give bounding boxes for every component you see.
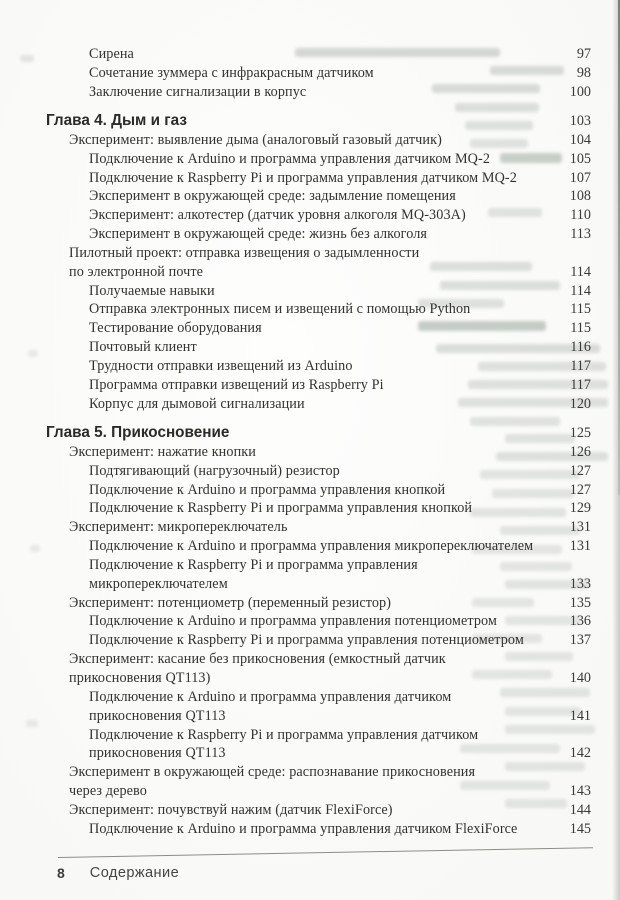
entry-title: Заключение сигнализации в корпус: [89, 83, 307, 100]
folio-page-number: 8: [57, 865, 65, 881]
toc-entry: [0, 225, 620, 244]
entry-page-number: 114: [570, 263, 591, 280]
toc-entry: [0, 131, 620, 150]
entry-title: Подключение к Arduino и программа управления потенциометром: [89, 613, 498, 630]
entry-page-number: 141: [569, 707, 591, 724]
entry-page-number: 98: [576, 64, 591, 81]
entry-title: Подключение к Arduino и программа управления кнопкой: [89, 481, 446, 498]
toc-entry: [0, 338, 620, 357]
toc-entry: [0, 357, 620, 376]
toc-entry: [0, 206, 620, 225]
toc-entry: [0, 376, 620, 395]
entry-page-number: 116: [570, 339, 591, 356]
entry-title: Корпус для дымовой сигнализации: [89, 395, 305, 412]
toc-entry: [0, 820, 620, 839]
entry-title: Эксперимент: потенциометр (переменный резистор): [69, 594, 392, 611]
entry-title: Эксперимент: нажатие кнопки: [69, 443, 256, 460]
entry-page-number: 105: [569, 150, 591, 167]
entry-title: Сочетание зуммера с инфракрасным датчиком: [89, 64, 374, 81]
toc-chapter-heading: [0, 112, 620, 131]
toc-entry: [0, 763, 620, 801]
entry-page-number: 127: [569, 481, 591, 498]
entry-title: Сирена: [89, 46, 134, 62]
toc-entry: [0, 395, 620, 414]
toc-entry: [0, 481, 620, 500]
entry-page-number: 145: [569, 820, 591, 837]
entry-title: Эксперимент: касание без прикосновения (емкостный датчик прикосновения QT113): [69, 651, 446, 686]
entry-title: Подтягивающий (нагрузочный) резистор: [89, 462, 340, 479]
toc-entry: [0, 688, 620, 726]
entry-title: Подключение к Raspberry Pi и программа управления датчиком MQ-2: [89, 169, 517, 186]
toc-entry: [0, 612, 620, 631]
footer-section-label: Содержание: [89, 865, 180, 881]
entry-page-number: 97: [576, 46, 591, 62]
toc-entry: [0, 537, 620, 556]
entry-title: Эксперимент: микропереключатель: [69, 519, 288, 536]
toc-entry: [0, 556, 620, 594]
toc-entry: [0, 594, 620, 613]
entry-page-number: 127: [569, 462, 591, 479]
entry-page-number: 133: [569, 575, 591, 592]
entry-page-number: 142: [569, 745, 591, 762]
entry-page-number: 137: [569, 632, 591, 649]
toc-entry: [0, 282, 620, 301]
toc-entry: [0, 499, 620, 518]
entry-title: Подключение к Raspberry Pi и программа управления кнопкой: [89, 500, 473, 517]
entry-title: Пилотный проект: отправка извещения о задымленности по электронной почте: [69, 244, 420, 280]
toc-entry: [0, 443, 620, 462]
entry-page-number: 135: [569, 594, 591, 611]
toc-entry: [0, 631, 620, 650]
footer-rule: [58, 847, 593, 858]
entry-page-number: 110: [570, 207, 591, 224]
entry-title: Эксперимент в окружающей среде: жизнь без алкоголя: [89, 226, 428, 243]
toc-entry: [0, 801, 620, 820]
entry-page-number: 136: [569, 613, 591, 630]
entry-title: Глава 4. Дым и газ: [46, 112, 187, 130]
entry-title: Подключение к Raspberry Pi и программа управления микропереключателем: [89, 556, 418, 592]
entry-page-number: 140: [569, 670, 591, 686]
entry-title: Подключение к Arduino и программа управления микропереключателем: [89, 538, 534, 555]
entry-page-number: 115: [570, 301, 591, 318]
entry-page-number: 100: [569, 83, 591, 100]
entry-title: Подключение к Raspberry Pi и программа управления потенциометром: [89, 632, 524, 649]
toc-entry: [0, 45, 620, 64]
entry-title: Программа отправки извещений из Raspberry Pi: [89, 376, 384, 393]
entry-title: Подключение к Arduino и программа управления датчиком MQ-2: [89, 150, 491, 167]
entry-page-number: 108: [569, 188, 591, 205]
toc-entry: [0, 319, 620, 338]
entry-page-number: 114: [570, 282, 591, 299]
entry-page-number: 131: [569, 519, 591, 536]
toc-chapter-heading: [0, 424, 620, 443]
entry-page-number: 103: [569, 113, 591, 130]
entry-page-number: 107: [569, 169, 591, 186]
entry-title: Глава 5. Прикосновение: [46, 424, 230, 442]
toc-entry: [0, 244, 620, 282]
toc-entry: [0, 726, 620, 764]
entry-page-number: 117: [570, 358, 591, 374]
entry-title: Эксперимент: выявление дыма (аналоговый газовый датчик): [69, 131, 442, 148]
entry-title: Почтовый клиент: [89, 339, 197, 356]
entry-page-number: 131: [569, 538, 591, 555]
entry-title: Эксперимент: почувствуй нажим (датчик FlexiForce): [69, 801, 393, 818]
entry-title: Эксперимент: алкотестер (датчик уровня алкоголя MQ-303A): [89, 207, 466, 224]
entry-title: Трудности отправки извещений из Arduino: [89, 358, 353, 374]
entry-title: Эксперимент в окружающей среде: распознавание прикосновения через дерево: [69, 764, 476, 800]
entry-title: Подключение к Raspberry Pi и программа управления датчиком прикосновения QT113: [89, 726, 479, 762]
entry-page-number: 115: [570, 320, 591, 337]
entry-title: Тестирование оборудования: [89, 320, 262, 337]
page-footer: [57, 863, 179, 883]
entry-page-number: 104: [569, 131, 591, 148]
toc-entry: [0, 64, 620, 83]
entry-title: Эксперимент в окружающей среде: задымление помещения: [89, 188, 456, 205]
entry-title: Подключение к Arduino и программа управления датчиком FlexiForce: [89, 820, 518, 837]
toc-entry: [0, 462, 620, 481]
entry-page-number: 129: [569, 500, 591, 517]
entry-title: Подключение к Arduino и программа управления датчиком прикосновения QT113: [89, 688, 452, 724]
entry-page-number: 144: [569, 801, 591, 818]
toc-entry: [0, 187, 620, 206]
entry-page-number: 113: [570, 226, 591, 243]
entry-page-number: 125: [569, 425, 591, 442]
toc-entry: [0, 83, 620, 102]
entry-title: Отправка электронных писем и извещений с помощью Python: [89, 301, 471, 318]
toc-entry: [0, 300, 620, 319]
toc-entry: [0, 518, 620, 537]
entry-page-number: 120: [569, 395, 591, 412]
entry-page-number: 117: [570, 376, 591, 393]
entry-page-number: 143: [569, 783, 591, 800]
entry-title: Получаемые навыки: [89, 282, 215, 299]
toc-entry: [0, 169, 620, 188]
toc-entry: [0, 150, 620, 169]
entry-page-number: 126: [569, 443, 591, 460]
toc-entry: [0, 650, 620, 688]
toc-list: [0, 45, 620, 839]
